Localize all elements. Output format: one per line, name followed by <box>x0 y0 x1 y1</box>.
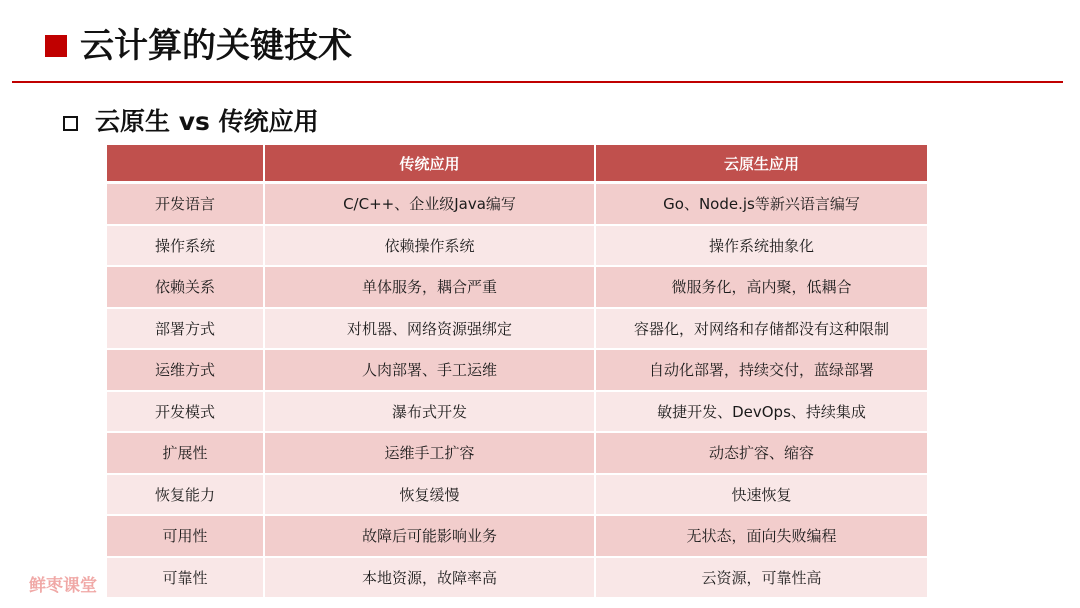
table-row <box>107 558 927 600</box>
traditional-cell: 单体服务，耦合严重 <box>265 267 596 309</box>
table-row <box>107 184 927 226</box>
cloud-native-cell: 敏捷开发、DevOps、持续集成 <box>596 392 927 434</box>
row-label: 操作系统 <box>107 226 265 268</box>
cloud-native-cell: 微服务化，高内聚，低耦合 <box>596 267 927 309</box>
cloud-native-cell: 无状态，面向失败编程 <box>596 516 927 558</box>
row-label: 可用性 <box>107 516 265 558</box>
hollow-square-bullet-icon <box>63 116 78 131</box>
row-label: 可靠性 <box>107 558 265 600</box>
row-label: 开发模式 <box>107 392 265 434</box>
table-row <box>107 516 927 558</box>
comparison-table <box>107 145 927 599</box>
slide-subtitle: 云原生 vs 传统应用 <box>95 107 319 136</box>
cloud-native-cell: 自动化部署，持续交付，蓝绿部署 <box>596 350 927 392</box>
cloud-native-cell: 动态扩容、缩容 <box>596 433 927 475</box>
traditional-cell: C/C++、企业级Java编写 <box>265 184 596 226</box>
traditional-cell: 依赖操作系统 <box>265 226 596 268</box>
cloud-native-cell: Go、Node.js等新兴语言编写 <box>596 184 927 226</box>
cloud-native-cell: 快速恢复 <box>596 475 927 517</box>
table-row <box>107 267 927 309</box>
traditional-cell: 恢复缓慢 <box>265 475 596 517</box>
traditional-cell: 人肉部署、手工运维 <box>265 350 596 392</box>
table-row <box>107 350 927 392</box>
table-row <box>107 475 927 517</box>
row-label: 恢复能力 <box>107 475 265 517</box>
cloud-native-cell: 容器化，对网络和存储都没有这种限制 <box>596 309 927 351</box>
traditional-cell: 故障后可能影响业务 <box>265 516 596 558</box>
header-cloud-native-app: 云原生应用 <box>596 145 927 184</box>
table-row <box>107 226 927 268</box>
title-bullet-square <box>45 35 67 57</box>
slide-title: 云计算的关键技术 <box>80 26 352 66</box>
table-row <box>107 392 927 434</box>
header-blank-cell <box>107 145 265 184</box>
table-header-row <box>107 145 927 184</box>
row-label: 扩展性 <box>107 433 265 475</box>
cloud-native-cell: 操作系统抽象化 <box>596 226 927 268</box>
row-label: 部署方式 <box>107 309 265 351</box>
row-label: 运维方式 <box>107 350 265 392</box>
row-label: 开发语言 <box>107 184 265 226</box>
watermark-logo-text: 鲜枣课堂 <box>29 576 97 596</box>
title-divider <box>12 81 1063 83</box>
traditional-cell: 瀑布式开发 <box>265 392 596 434</box>
cloud-native-cell: 云资源，可靠性高 <box>596 558 927 600</box>
traditional-cell: 本地资源，故障率高 <box>265 558 596 600</box>
traditional-cell: 对机器、网络资源强绑定 <box>265 309 596 351</box>
header-traditional-app: 传统应用 <box>265 145 596 184</box>
traditional-cell: 运维手工扩容 <box>265 433 596 475</box>
row-label: 依赖关系 <box>107 267 265 309</box>
table-row <box>107 433 927 475</box>
table-row <box>107 309 927 351</box>
